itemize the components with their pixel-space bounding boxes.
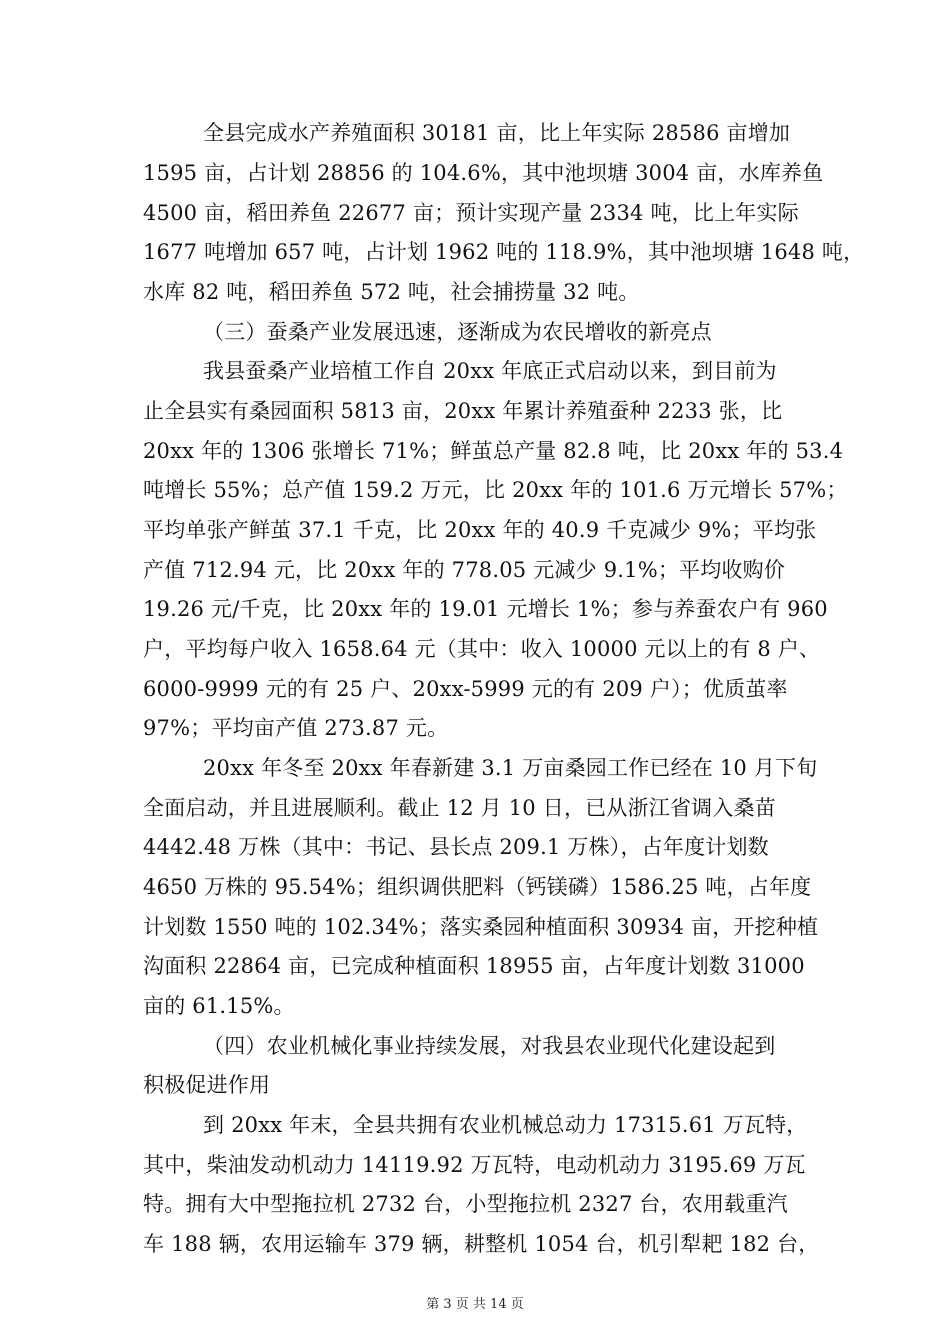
paragraph-line: 沟面积 22864 亩，已完成种植面积 18955 亩，占年度计划数 31000 [143, 954, 805, 978]
paragraph-line: 全面启动，并且进展顺利。截止 12 月 10 日，已从浙江省调入桑苗 [143, 796, 776, 820]
paragraph-line: 止全县实有桑园面积 5813 亩，20xx 年累计养殖蚕种 2233 张，比 [143, 399, 783, 423]
paragraph-line: 车 188 辆，农用运输车 379 辆，耕整机 1054 台，机引犁耙 182 台， [143, 1232, 820, 1256]
paragraph-line: 1677 吨增加 657 吨，占计划 1962 吨的 118.9%，其中池坝塘 1648 吨， [143, 240, 865, 264]
page-number: 第 3 页 共 14 页 [426, 1297, 524, 1312]
paragraph-line: 亩的 61.15%。 [143, 994, 295, 1018]
paragraph-line: 特。拥有大中型拖拉机 2732 台，小型拖拉机 2327 台，农用载重汽 [143, 1192, 788, 1216]
paragraph-line: 产值 712.94 元，比 20xx 年的 778.05 元减少 9.1%；平均收购价 [143, 558, 786, 582]
paragraph-line: 97%；平均亩产值 273.87 元。 [143, 716, 449, 740]
paragraph-line: 6000-9999 元的有 25 户、20xx-5999 元的有 209 户）；优质茧率 [143, 677, 788, 701]
paragraph-line: 4650 万株的 95.54%；组织调供肥料（钙镁磷）1586.25 吨，占年度 [143, 875, 812, 899]
paragraph-line: 户，平均每户收入 1658.64 元（其中：收入 10000 元以上的有 8 户、 [143, 637, 821, 661]
paragraph-line: 平均单张产鲜茧 37.1 千克，比 20xx 年的 40.9 千克减少 9%；平均张 [143, 518, 817, 542]
section-heading-continued: 积极促进作用 [143, 1073, 271, 1097]
paragraph-line: 计划数 1550 吨的 102.34%；落实桑园种植面积 30934 亩，开挖种植 [143, 915, 819, 939]
paragraph-line: 20xx 年的 1306 张增长 71%；鲜茧总产量 82.8 吨，比 20xx 年的 53.4 [143, 439, 844, 463]
section-heading: （四）农业机械化事业持续发展，对我县农业现代化建设起到 [203, 1034, 776, 1058]
paragraph-line: 到 20xx 年末，全县共拥有农业机械总动力 17315.61 万瓦特， [203, 1113, 808, 1137]
section-heading: （三）蚕桑产业发展迅速，逐渐成为农民增收的新亮点 [203, 320, 712, 344]
paragraph-line: 4442.48 万株（其中：书记、县长点 209.1 万株），占年度计划数 [143, 835, 769, 859]
paragraph-line: 吨增长 55%；总产值 159.2 万元，比 20xx 年的 101.6 万元增长 57%； [143, 478, 848, 502]
paragraph-line: 其中，柴油发动机动力 14119.92 万瓦特，电动机动力 3195.69 万瓦 [143, 1153, 806, 1177]
paragraph-line: 20xx 年冬至 20xx 年春新建 3.1 万亩桑园工作已经在 10 月下旬 [203, 756, 818, 780]
paragraph-line: 1595 亩，占计划 28856 的 104.6%，其中池坝塘 3004 亩，水库养鱼 [143, 161, 824, 185]
paragraph-line: 我县蚕桑产业培植工作自 20xx 年底正式启动以来，到目前为 [203, 359, 777, 383]
paragraph-line: 4500 亩，稻田养鱼 22677 亩；预计实现产量 2334 吨，比上年实际 [143, 201, 799, 225]
paragraph-line: 水库 82 吨，稻田养鱼 572 吨，社会捕捞量 32 吨。 [143, 280, 640, 304]
paragraph-line: 全县完成水产养殖面积 30181 亩，比上年实际 28586 亩增加 [203, 121, 791, 145]
paragraph-line: 19.26 元/千克，比 20xx 年的 19.01 元增长 1%；参与养蚕农户有 960 [143, 597, 828, 621]
